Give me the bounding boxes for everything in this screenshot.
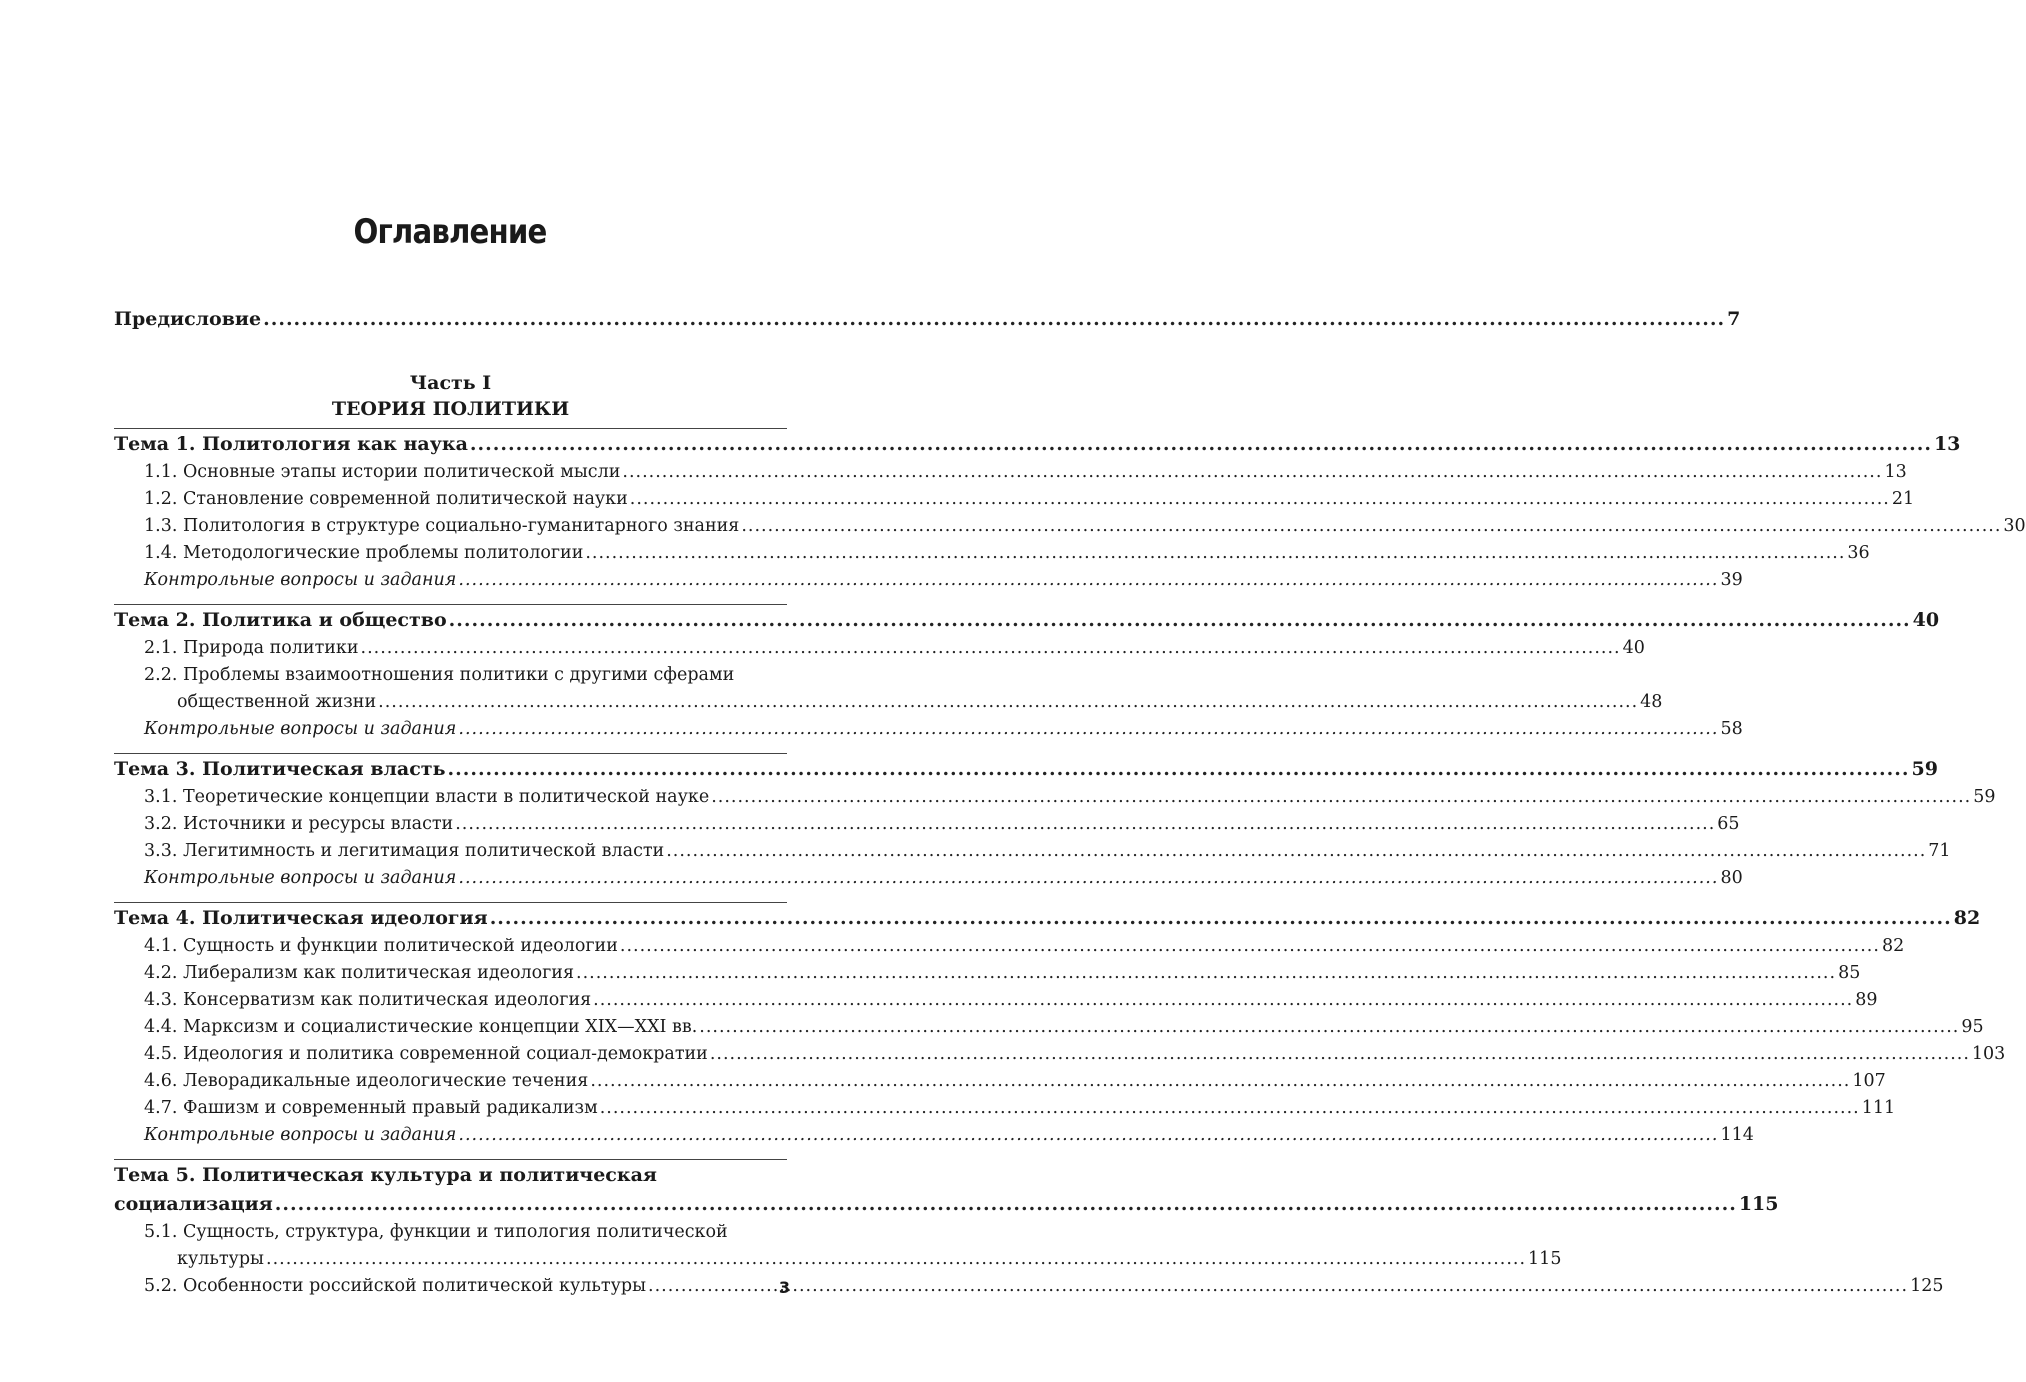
- toc-entry-4-5[interactable]: 4.5. Идеология и политика современной социал-демократии ..... 103: [114, 1041, 787, 1068]
- toc-entry-1-3[interactable]: 1.3. Политология в структуре социально-гуманитарного знания ..... 30: [114, 513, 787, 540]
- toc-entry-2-1[interactable]: 2.1. Природа политики ..... 40: [114, 635, 787, 662]
- toc-entry-2-2[interactable]: общественной жизни ..... 48: [114, 689, 787, 716]
- toc-entry-label: Тема 1. Политология как наука: [114, 433, 468, 455]
- toc-entry-label: Тема 3. Политическая власть: [114, 758, 446, 780]
- table-of-contents: [114, 305, 2026, 1300]
- section-divider: [114, 428, 787, 429]
- part-number: Часть I: [409, 372, 492, 394]
- leader-dots: [263, 305, 1725, 334]
- toc-entry-theme-1[interactable]: [114, 430, 1961, 459]
- toc-entry-5-1-line1[interactable]: 5.1. Сущность, структура, функции и типология политической: [144, 1222, 728, 1242]
- toc-entry-4-6[interactable]: 4.6. Леворадикальные идеологические течения ..... 107: [114, 1068, 787, 1095]
- toc-entry-questions-1[interactable]: Контрольные вопросы и задания ..... 39: [114, 567, 787, 594]
- toc-entry-4-2[interactable]: 4.2. Либерализм как политическая идеология ..... 85: [114, 960, 787, 987]
- toc-entry-1-4[interactable]: 1.4. Методологические проблемы политологии ..... 36: [114, 540, 787, 567]
- toc-entry-theme-3[interactable]: [114, 755, 1938, 784]
- leader-dots: [490, 904, 1952, 933]
- toc-entry-theme-4[interactable]: [114, 904, 1981, 933]
- toc-entry-page: 7: [1727, 308, 1741, 330]
- leader-dots: [470, 430, 1932, 459]
- toc-entry-5-2[interactable]: 5.2. Особенности российской политической культуры ..... 125: [114, 1273, 787, 1300]
- toc-entry-page: 40: [1912, 609, 1940, 631]
- toc-entry-theme-5-line1[interactable]: Тема 5. Политическая культура и политическая: [114, 1164, 657, 1186]
- toc-entry-4-1[interactable]: 4.1. Сущность и функции политической идеологии ..... 82: [114, 933, 787, 960]
- toc-entry-label: социализация: [114, 1193, 273, 1215]
- toc-entry-3-2[interactable]: 3.2. Источники и ресурсы власти ..... 65: [114, 811, 787, 838]
- section-divider: [114, 1159, 787, 1160]
- section-divider: [114, 753, 787, 754]
- toc-entry-2-2-line1[interactable]: 2.2. Проблемы взаимоотношения политики с другими сферами: [144, 665, 735, 685]
- page-title: Оглавление: [353, 212, 547, 252]
- toc-entry-label: Тема 4. Политическая идеология: [114, 907, 488, 929]
- part-name: ТЕОРИЯ ПОЛИТИКИ: [331, 398, 570, 420]
- section-divider: [114, 604, 787, 605]
- toc-entry-page: 82: [1953, 907, 1981, 929]
- toc-entry-4-3[interactable]: 4.3. Консерватизм как политическая идеология ..... 89: [114, 987, 787, 1014]
- leader-dots: [449, 606, 1911, 635]
- toc-entry-3-1[interactable]: 3.1. Теоретические концепции власти в политической науке ..... 59: [114, 784, 787, 811]
- page-number: 3: [778, 1278, 790, 1297]
- toc-entry-1-2[interactable]: 1.2. Становление современной политической науки ..... 21: [114, 486, 787, 513]
- toc-entry-page: 59: [1911, 758, 1938, 780]
- toc-entry-5-1[interactable]: культуры ..... 115: [114, 1246, 787, 1273]
- toc-entry-page: 115: [1738, 1193, 1779, 1215]
- toc-entry-preface[interactable]: [114, 305, 1741, 334]
- section-divider: [114, 902, 787, 903]
- toc-entry-theme-2[interactable]: [114, 606, 1940, 635]
- leader-dots: [275, 1190, 1737, 1219]
- toc-entry-1-1[interactable]: 1.1. Основные этапы истории политической мысли ..... 13: [114, 459, 787, 486]
- toc-entry-questions-4[interactable]: Контрольные вопросы и задания ..... 114: [114, 1122, 787, 1149]
- toc-entry-label: Тема 2. Политика и общество: [114, 609, 447, 631]
- toc-entry-4-7[interactable]: 4.7. Фашизм и современный правый радикализм ..... 111: [114, 1095, 787, 1122]
- toc-entry-questions-3[interactable]: Контрольные вопросы и задания ..... 80: [114, 865, 787, 892]
- toc-entry-theme-5[interactable]: [114, 1190, 1779, 1219]
- leader-dots: [447, 755, 1909, 784]
- toc-entry-questions-2[interactable]: Контрольные вопросы и задания ..... 58: [114, 716, 787, 743]
- toc-entry-3-3[interactable]: 3.3. Легитимность и легитимация политической власти ..... 71: [114, 838, 787, 865]
- toc-entry-page: 13: [1933, 433, 1961, 455]
- toc-entry-label: Предисловие: [114, 308, 262, 330]
- toc-entry-4-4[interactable]: 4.4. Марксизм и социалистические концепции XIX—XXI вв. ..... 95: [114, 1014, 787, 1041]
